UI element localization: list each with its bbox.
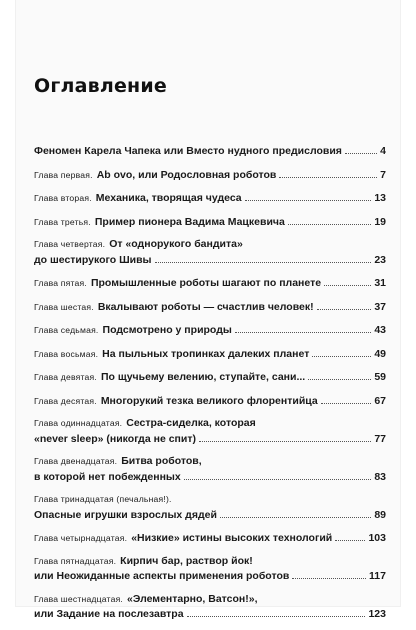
toc-entry <box>34 369 386 385</box>
toc-entry-line <box>34 275 386 291</box>
chapter-label: Глава десятая. <box>34 395 97 406</box>
dot-leader <box>317 299 372 310</box>
page-number: 37 <box>374 300 386 313</box>
chapter-label: Глава восьмая. <box>34 348 99 359</box>
page-number: 19 <box>374 215 386 228</box>
toc-entry-line <box>34 554 386 569</box>
page-number: 67 <box>374 394 386 407</box>
chapter-label: Глава вторая. <box>34 193 92 203</box>
chapter-label: Глава тринадцатая (печальная!). <box>34 494 172 504</box>
toc-entry-line <box>34 606 386 622</box>
page-title: Оглавление <box>34 74 167 97</box>
page-number: 31 <box>374 277 386 289</box>
chapter-label: Глава одиннадцатая. <box>34 418 123 428</box>
chapter-label: Глава седьмая. <box>34 325 99 335</box>
dot-leader <box>199 431 371 442</box>
chapter-title: Опасные игрушки взрослых дядей <box>34 508 217 521</box>
chapter-title: или Неожиданные аспекты применения роботов <box>34 570 290 582</box>
chapter-title: «Низкие» истины высоких технологий <box>131 532 333 544</box>
dot-leader <box>245 190 372 201</box>
dot-leader <box>187 606 366 617</box>
book-page <box>16 0 400 620</box>
toc-entry <box>34 346 386 362</box>
toc-entry <box>34 492 386 522</box>
toc-entry-line <box>34 346 386 362</box>
toc-entry-line <box>34 237 386 252</box>
page-number: 77 <box>374 432 386 445</box>
dot-leader <box>308 369 371 380</box>
dot-leader <box>345 143 377 154</box>
toc-entry <box>34 454 386 484</box>
chapter-title: Кирпич бар, раствор йок! <box>120 554 253 567</box>
toc-entry-line <box>34 252 386 268</box>
page-number: 103 <box>368 532 386 544</box>
toc-entry <box>34 554 386 584</box>
chapter-title: Вкалывают роботы — счастлив человек! <box>97 300 314 313</box>
chapter-title: Феномен Карела Чапека или Вместо нудного предисловия <box>34 145 342 157</box>
dot-leader <box>279 167 377 178</box>
dot-leader <box>321 393 372 404</box>
page-number: 4 <box>380 145 386 157</box>
page-number: 89 <box>374 508 386 521</box>
toc-entry <box>34 393 386 409</box>
chapter-title: или Задание на послезавтра <box>34 608 184 620</box>
toc-entry-line <box>34 393 386 409</box>
chapter-label: Глава шестнадцатая. <box>34 593 124 604</box>
toc-entry <box>34 322 386 338</box>
dot-leader <box>184 469 372 480</box>
chapter-title: Многорукий тезка великого флорентийца <box>100 394 318 407</box>
page-number: 123 <box>368 608 386 620</box>
page-number: 23 <box>374 253 386 266</box>
page-number: 7 <box>380 168 386 181</box>
dot-leader <box>335 530 365 541</box>
page-number: 83 <box>374 470 386 483</box>
toc-entry <box>34 143 386 159</box>
dot-leader <box>324 275 371 286</box>
toc-entry-line <box>34 416 386 431</box>
chapter-label: Глава пятнадцатая. <box>34 555 117 566</box>
dot-leader <box>288 214 371 225</box>
chapter-title: до шестирукого Шивы <box>34 253 152 266</box>
page-number: 49 <box>374 347 386 360</box>
chapter-title: Ab ovo, или Родословная роботов <box>96 168 277 181</box>
toc-entry-line <box>34 167 386 183</box>
toc-entry-line <box>34 322 386 338</box>
toc-entry <box>34 214 386 230</box>
chapter-label: Глава третья. <box>34 216 91 227</box>
dot-leader <box>235 322 371 333</box>
chapter-title: Сестра-сиделка, которая <box>126 417 256 429</box>
chapter-title: Пример пионера Вадима Мацкевича <box>94 215 285 228</box>
toc-entry <box>34 530 386 546</box>
toc-entry-line <box>34 454 386 469</box>
chapter-title: «Элементарно, Ватсон!», <box>127 592 258 605</box>
chapter-label: Глава девятая. <box>34 372 97 382</box>
page-number: 13 <box>374 192 386 204</box>
toc-entry-line <box>34 143 386 159</box>
chapter-title: Промышленные роботы шагают по планете <box>90 277 322 289</box>
chapter-title: Подсмотрено у природы <box>102 324 232 336</box>
page-number: 117 <box>369 570 386 582</box>
dot-leader <box>312 346 371 357</box>
chapter-label: Глава двенадцатая. <box>34 456 118 466</box>
toc-entry <box>34 237 386 267</box>
dot-leader <box>155 252 372 263</box>
chapter-title: Битва роботов, <box>121 455 202 467</box>
toc-entry <box>34 416 386 446</box>
toc-entry-line <box>34 530 386 546</box>
toc-entry-line <box>34 469 386 485</box>
chapter-label: Глава первая. <box>34 169 93 180</box>
page-number: 43 <box>374 324 386 336</box>
dot-leader <box>292 568 366 579</box>
toc-entry-line <box>34 507 386 523</box>
chapter-label: Глава четырнадцатая. <box>34 533 128 543</box>
toc-entry-line <box>34 299 386 315</box>
toc-entry-line <box>34 592 386 607</box>
chapter-title: От «однорукого бандита» <box>109 238 243 250</box>
chapter-title: Механика, творящая чудеса <box>95 192 242 204</box>
toc-entry-line <box>34 190 386 206</box>
chapter-label: Глава пятая. <box>34 278 87 288</box>
chapter-title: в которой нет побежденных <box>34 470 181 483</box>
toc-entry <box>34 275 386 291</box>
bleed-through-text <box>30 44 33 56</box>
toc-entry-line <box>34 369 386 385</box>
toc-entry <box>34 592 386 622</box>
toc-entry-line <box>34 568 386 584</box>
toc-entry <box>34 299 386 315</box>
toc-entry <box>34 167 386 183</box>
chapter-label: Глава шестая. <box>34 301 94 312</box>
dot-leader <box>220 507 371 518</box>
toc-entry-line <box>34 492 386 507</box>
table-of-contents <box>34 143 386 630</box>
page-number: 59 <box>374 371 386 383</box>
chapter-title: По щучьему велению, ступайте, сани... <box>100 371 306 383</box>
chapter-title: На пыльных тропинках далеких планет <box>102 347 310 360</box>
toc-entry-line <box>34 214 386 230</box>
chapter-label: Глава четвертая. <box>34 239 106 249</box>
toc-entry <box>34 190 386 206</box>
toc-entry-line <box>34 431 386 447</box>
chapter-title: «never sleep» (никогда не спит) <box>34 432 196 445</box>
